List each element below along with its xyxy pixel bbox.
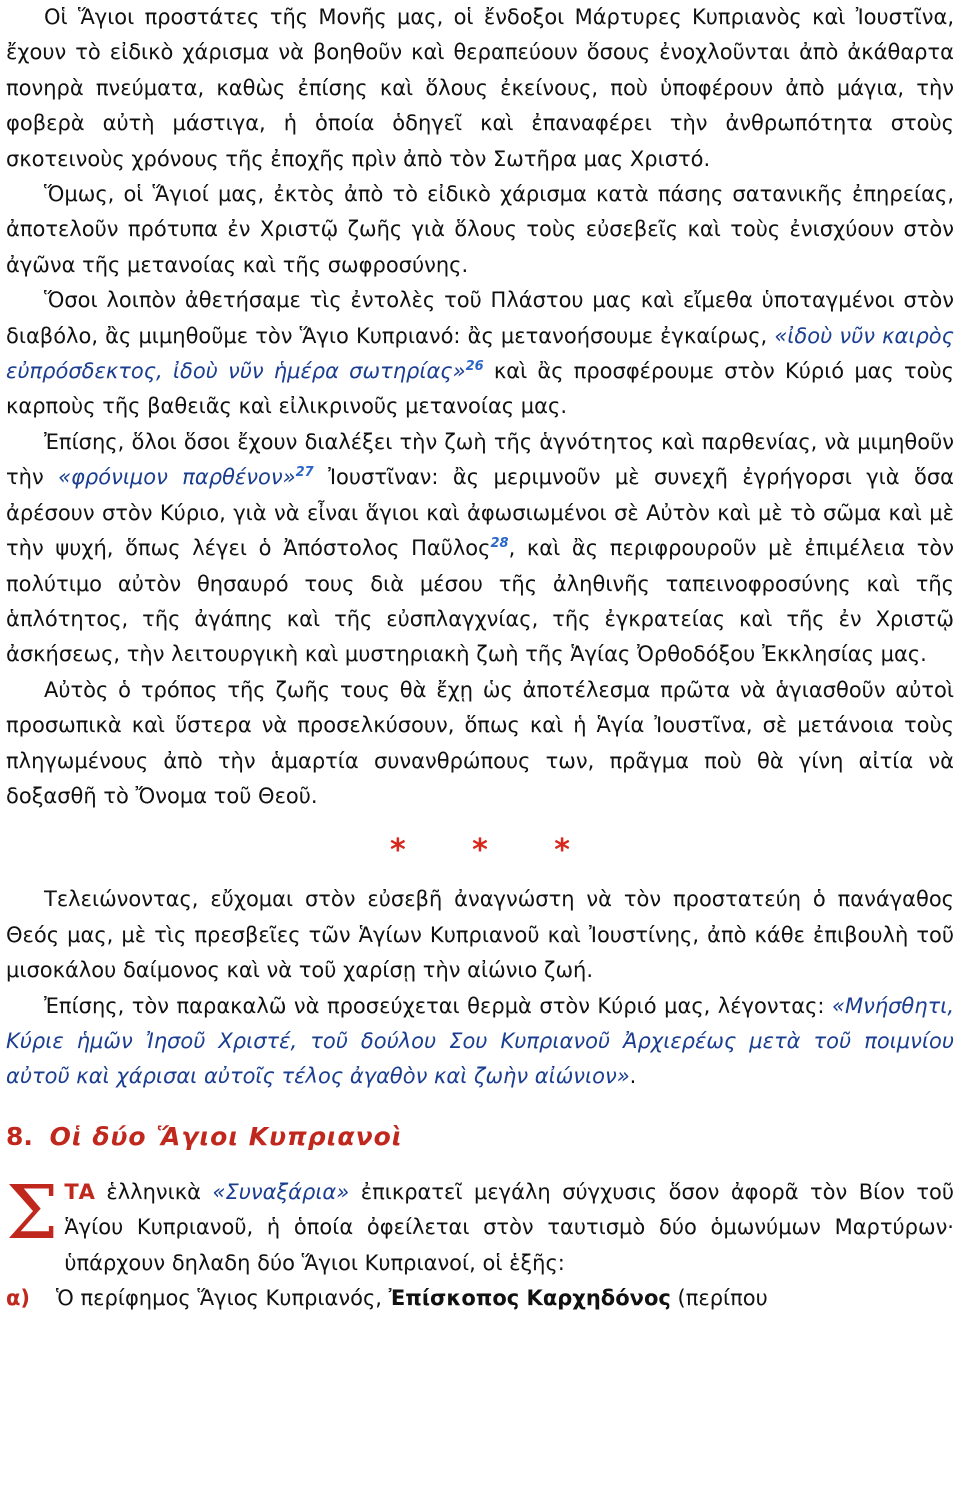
paragraph-4 [6,425,954,673]
quote-virgin: «φρόνιμον παρθένον» [58,465,296,490]
footnote-ref-27[interactable]: 27 [295,465,314,481]
footnote-ref-28[interactable]: 28 [490,536,509,552]
separator-star: * [472,833,488,869]
quote-prayer: «Μνήσθητι, Κύριε ἡμῶν Ἰησοῦ Χριστέ, τοῦ δούλου Σου Κυπριανοῦ Ἀρχιερέως μετὰ τοῦ ποιμνίου αὐτοῦ καὶ χάρισαι αὐτοῖς τέλος ἀγαθὸν καὶ ζωὴν αἰώνιον» [6,993,954,1089]
paragraph-7-text: Ἐπίσης, τὸν παρακαλῶ νὰ προσεύχεται θερμὰ στὸν Κύριό μας, λέγοντας: [44,993,832,1018]
paragraph-7 [6,989,954,1095]
paragraph-3 [6,283,954,425]
separator-star: * [554,833,570,869]
paragraph-8-body [6,1169,954,1281]
lead-word: ΤΑ [64,1179,95,1204]
quote-synaxaria: «Συναξάρια» [212,1179,350,1204]
section-number: 8. [6,1121,33,1151]
section-heading [6,1117,954,1157]
list-marker: α) [6,1286,31,1310]
paragraph-3-text: Ὅσοι λοιπὸν ἀθετήσαμε τὶς ἐντολὲς τοῦ Πλάστου μας καὶ εἴμεθα ὑποταγμένοι στὸν διαβόλο, ἂς μιμηθοῦμε τὸν Ἅγιο Κυπριανό: ἂς μετανοήσουμε ἐγκαίρως, [6,288,954,348]
separator-star: * [389,833,406,869]
quote-scripture: «ἰδοὺ νῦν καιρὸς εὐπρόσδεκτος, ἰδοὺ νῦν ἡμέρα σωτηρίας» [6,323,954,384]
paragraph-2: Ὅμως, οἱ Ἅγιοί μας, ἐκτὸς ἀπὸ τὸ εἰδικὸ χάρισμα κατὰ πάσης σατανικῆς ἐπηρείας, ἀποτελοῦν πρότυπα ἐν Χριστῷ ζωῆς γιὰ ὅλους τοὺς εὐσεβεῖς καὶ τοὺς ἐνισχύουν στὸν ἀγῶνα τῆς μετανοίας καὶ τῆς σωφροσύνης. [6,182,954,277]
section-separator [6,826,954,876]
paragraph-5: Αὐτὸς ὁ τρόπος τῆς ζωῆς τους θὰ ἔχῃ ὡς ἀποτέλεσμα πρῶτα νὰ ἁγιασθοῦν αὐτοὶ προσωπικὰ καὶ ὕστερα νὰ προσελκύσουν, ὅπως καὶ ἡ Ἁγία Ἰουστῖνα, σὲ μετάνοια τοὺς πληγωμένους ἀπὸ τὴν ἁμαρτία συνανθρώπους των, πρᾶγμα ποὺ θὰ γίνη αἰτία νὰ δοξασθῆ τὸ Ὄνομα τοῦ Θεοῦ. [6,677,954,808]
paragraph-8-tail: ἐπικρατεῖ μεγάλη σύγχυσις ὅσον ἀφορᾶ τὸν Βίον τοῦ Ἁγίου Κυπριανοῦ, ἡ ὁποία ὀφείλεται στὸν ταυτισμὸ δύο ὁμωνύμων Μαρτύρων· ὑπάρχουν δηλαδη δύο Ἅγιοι Κυπριανοί, οἱ ἑξῆς: [64,1179,954,1275]
paragraph-4-tail: , καὶ ἂς περιφρουροῦν μὲ ἐπιμέλεια τὸν πολύτιμο αὐτὸν θησαυρό τους διὰ μέσου τῆς ἀληθινῆς ταπεινοφροσύνης καὶ τῆς ἁπλότητος, τῆς ἀγάπης καὶ τῆς εὐσπλαγχνίας, τῆς ἐγκρατείας καὶ τῆς ἐν Χριστῷ ἀσκήσεως, τὴν λειτουργικὴ καὶ μυστηριακὴ ζωὴ τῆς Ἁγίας Ὀρθοδόξου Ἐκκλησίας μας. [6,536,954,667]
paragraph-6: Τελειώνοντας, εὔχομαι στὸν εὐσεβῆ ἀναγνώστη νὰ τὸν προστατεύη ὁ πανάγαθος Θεός μας, μὲ τὶς πρεσβεῖες τῶν Ἁγίων Κυπριανοῦ καὶ Ἰουστίνης, ἀπὸ κάθε ἐπιβουλὴ τοῦ μισοκάλου δαίμονος καὶ νὰ τοῦ χαρίσῃ τὴν αἰώνιο ζωή. [6,887,954,983]
paragraph-3-tail: καὶ ἂς προσφέρουμε στὸν Κύριό μας τοὺς καρποὺς τῆς βαθειᾶς καὶ εἰλικρινοῦς μετανοίας μας. [6,359,954,419]
list-item-a-tail: (περίπου [670,1286,768,1310]
list-item-a [6,1281,954,1316]
list-item-a-bold: Ἐπίσκοπος Καρχηδόνος [388,1286,671,1310]
list-item-a-text: Ὁ περίφημος Ἅγιος Κυπριανός, [56,1286,389,1310]
paragraph-7-tail: . [629,1064,637,1089]
footnote-ref-26[interactable]: 26 [465,359,484,375]
paragraph-4-middle: Ἰουστῖναν: ἂς μεριμνοῦν μὲ συνεχῆ ἐγρήγορσι γιὰ ὅσα ἀρέσουν στὸν Κύριο, γιὰ νὰ εἶναι ἅγιοι καὶ ἀφωσιωμένοι σὲ Αὐτὸν καὶ μὲ τὸ σῶμα καὶ μὲ τὴν ψυχή, ὅπως λέγει ὁ Ἀπόστολος Παῦλος [6,465,954,561]
section-title: Οἱ δύο Ἅγιοι Κυπριανοὶ [49,1121,403,1151]
paragraph-8-text: ἑλληνικὰ [94,1179,213,1204]
paragraph-1: Οἱ Ἅγιοι προστάτες τῆς Μονῆς μας, οἱ ἔνδοξοι Μάρτυρες Κυπριανὸς καὶ Ἰουστῖνα, ἔχουν τὸ εἰδικὸ χάρισμα νὰ βοηθοῦν καὶ θεραπεύουν ὅσους ἐνοχλοῦνται ἀπὸ ἀκάθαρτα πονηρὰ πνεύματα, καθὼς ἐπίσης καὶ ὅλους ἐκείνους, ποὺ ὑποφέρουν ἀπὸ μάγια, τὴν φοβερὰ αὐτὴ μάστιγα, ἡ ὁποία ὁδηγεῖ καὶ ἐπαναφέρει τὴν ἀνθρωπότητα στοὺς σκοτεινοὺς χρόνους τῆς ἐποχῆς πρὶν ἀπὸ τὸν Σωτῆρα μας Χριστό. [6,5,954,171]
paragraph-8 [6,1169,954,1281]
drop-cap: Σ [6,1169,59,1256]
paragraph-4-text: Ἐπίσης, ὅλοι ὅσοι ἔχουν διαλέξει τὴν ζωὴ τῆς ἁγνότητος καὶ παρθενίας, νὰ μιμηθοῦν τὴν [6,429,954,490]
